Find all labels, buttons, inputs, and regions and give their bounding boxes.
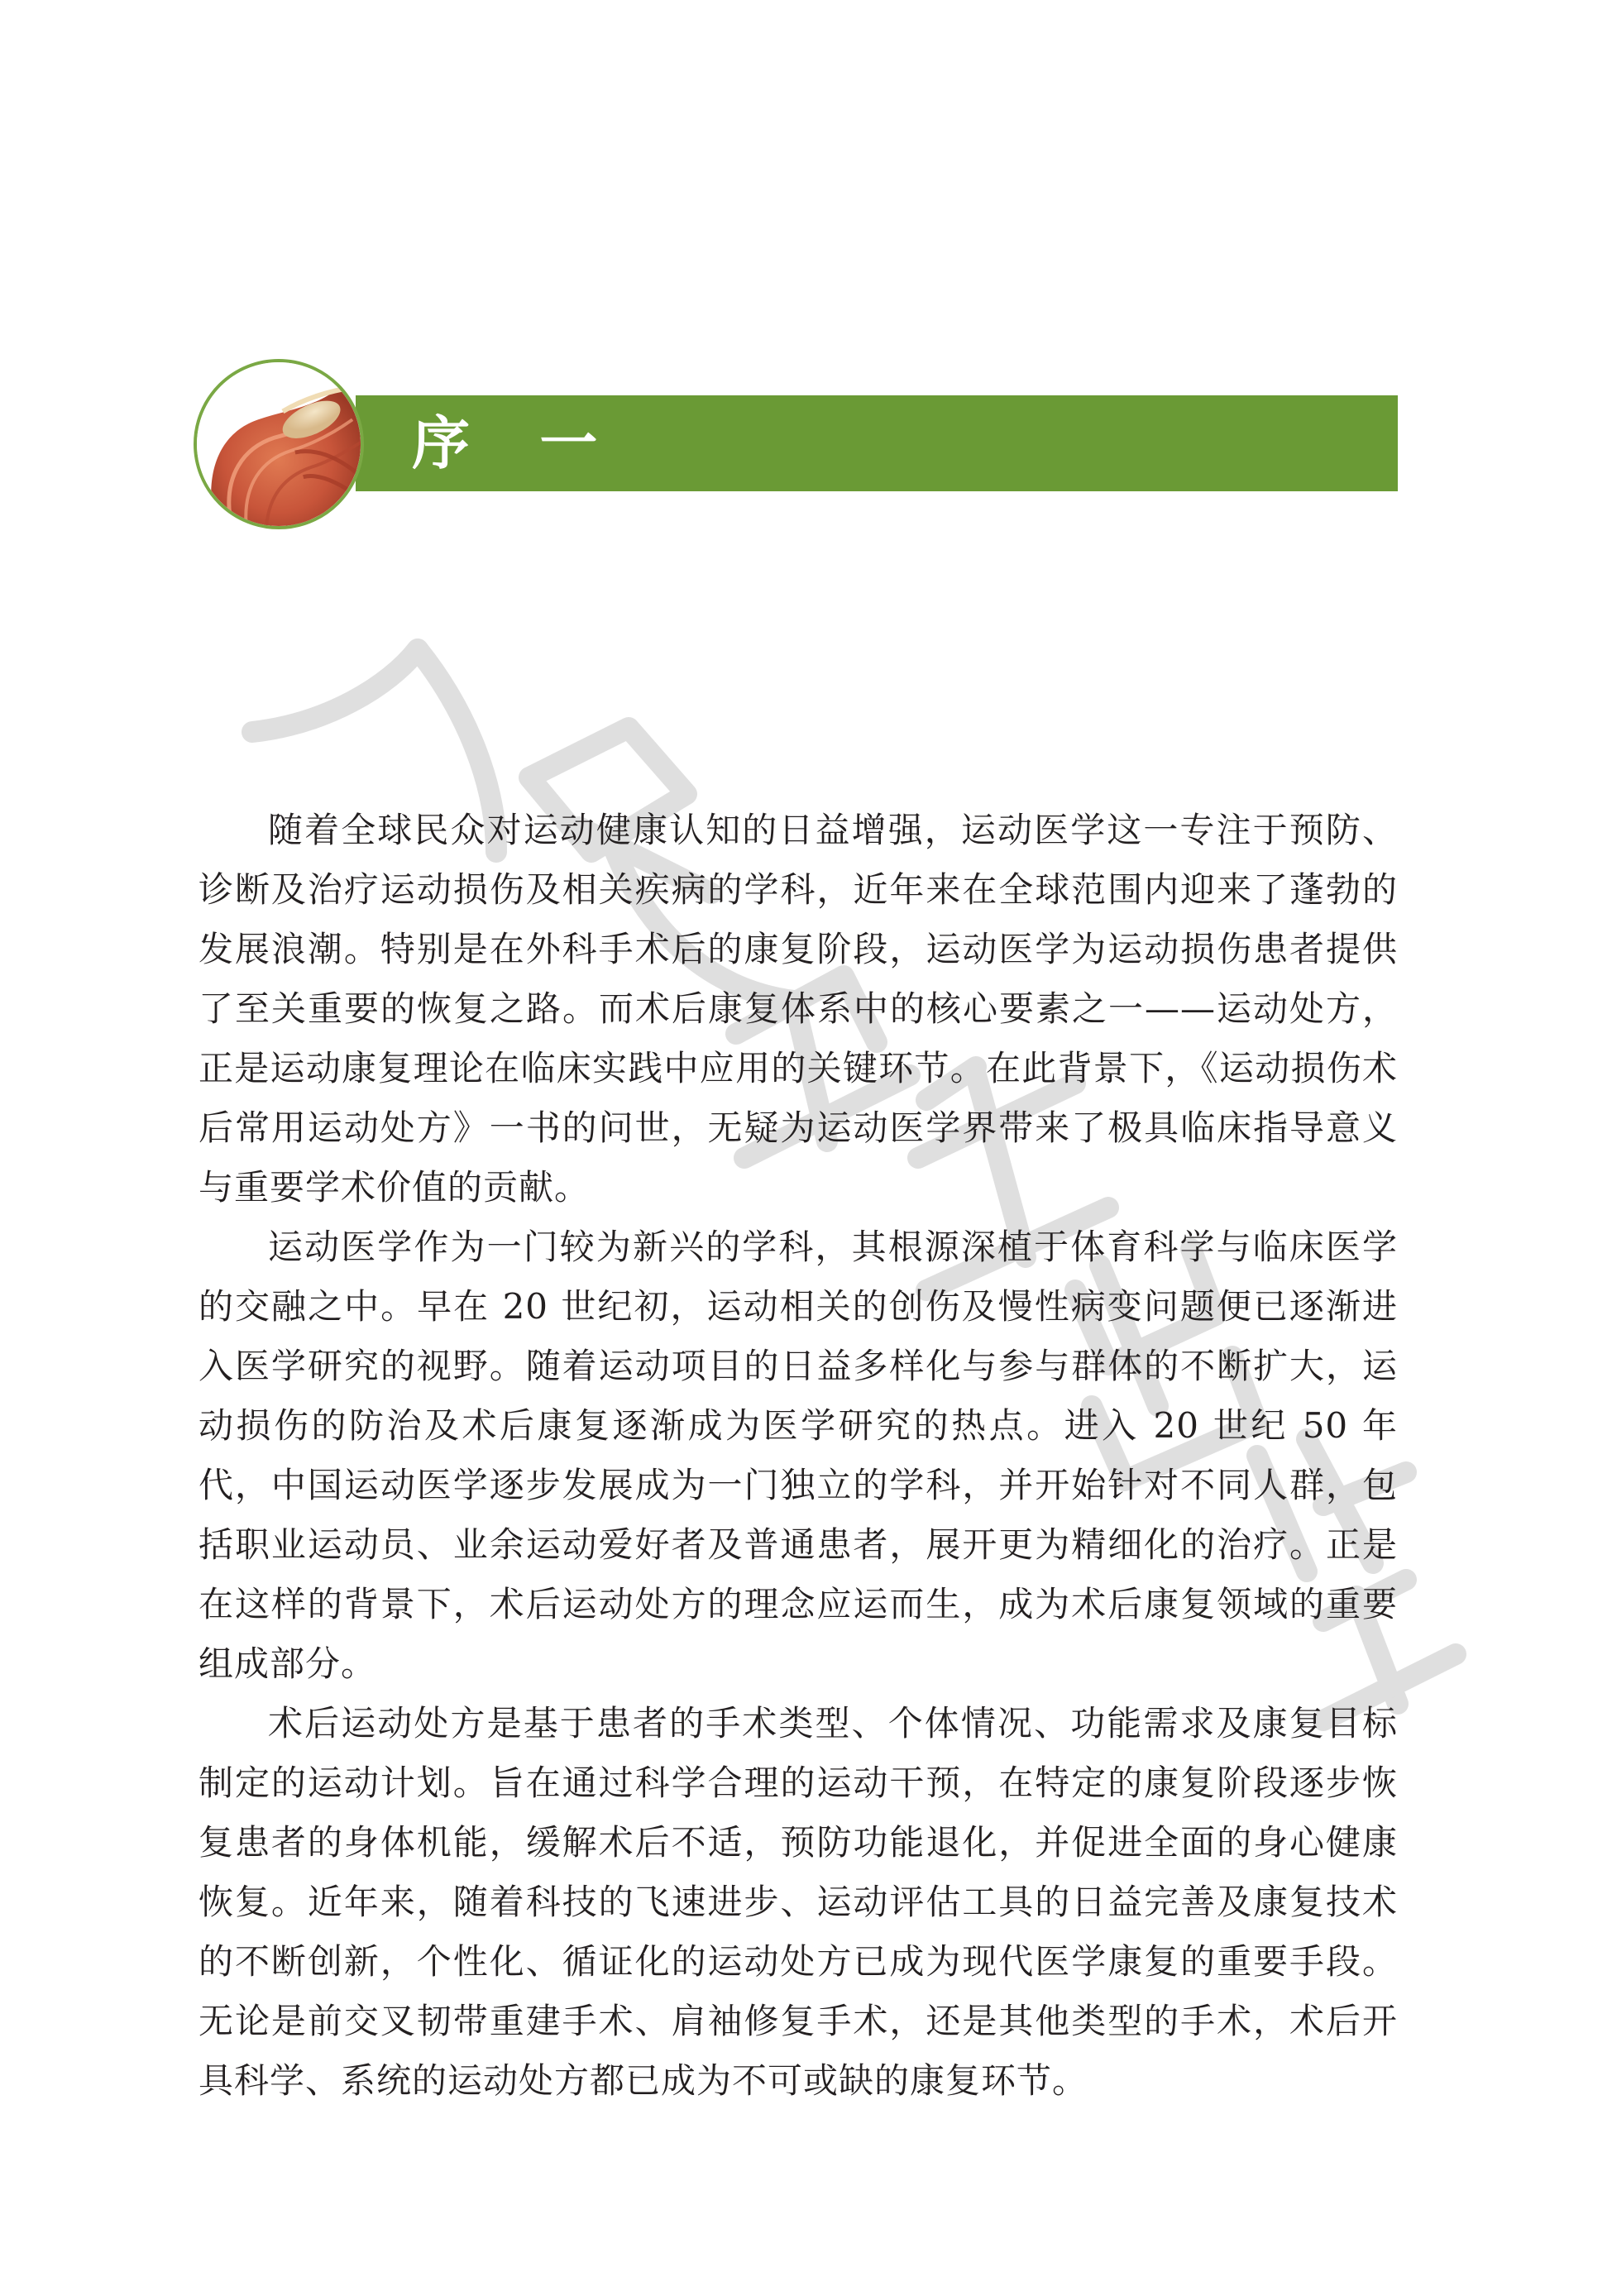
preface-body [199,801,1398,2111]
paragraph: 运动医学作为一门较为新兴的学科，其根源深植于体育科学与临床医学的交融之中。早在 20 世纪初，运动相关的创伤及慢性病变问题便已逐渐进入医学研究的视野。随着运动项目的日益多样化与参与群体的不断扩大，运动损伤的防治及术后康复逐渐成为医学研究的热点。进入 20 世纪 50 年代，中国运动医学逐步发展成为一门独立的学科，并开始针对不同人群，包括职业运动员、业余运动爱好者及普通患者，展开更为精细化的治疗。正是在这样的背景下，术后运动处方的理念应运而生，成为术后康复领域的重要组成部分。 [199,1227,1398,1684]
chapter-title: 序 一 [412,409,623,477]
shoulder-muscle-anatomy-icon [194,359,364,529]
paragraph: 术后运动处方是基于患者的手术类型、个体情况、功能需求及康复目标制定的运动计划。旨在通过科学合理的运动干预，在特定的康复阶段逐步恢复患者的身体机能，缓解术后不适，预防功能退化，并促进全面的身心健康恢复。近年来，随着科技的飞速进步、运动评估工具的日益完善及康复技术的不断创新，个性化、循证化的运动处方已成为现代医学康复的重要手段。无论是前交叉韧带重建手术、肩袖修复手术，还是其他类型的手术，术后开具科学、系统的运动处方都已成为不可或缺的康复环节。 [199,1703,1398,2101]
paragraph: 随着全球民众对运动健康认知的日益增强，运动医学这一专注于预防、诊断及治疗运动损伤及相关疾病的学科，近年来在全球范围内迎来了蓬勃的发展浪潮。特别是在外科手术后的康复阶段，运动医学为运动损伤患者提供了至关重要的恢复之路。而术后康复体系中的核心要素之一——运动处方，正是运动康复理论在临床实践中应用的关键环节。在此背景下，《运动损伤术后常用运动处方》一书的问世，无疑为运动医学界带来了极具临床指导意义与重要学术价值的贡献。 [199,810,1398,1208]
